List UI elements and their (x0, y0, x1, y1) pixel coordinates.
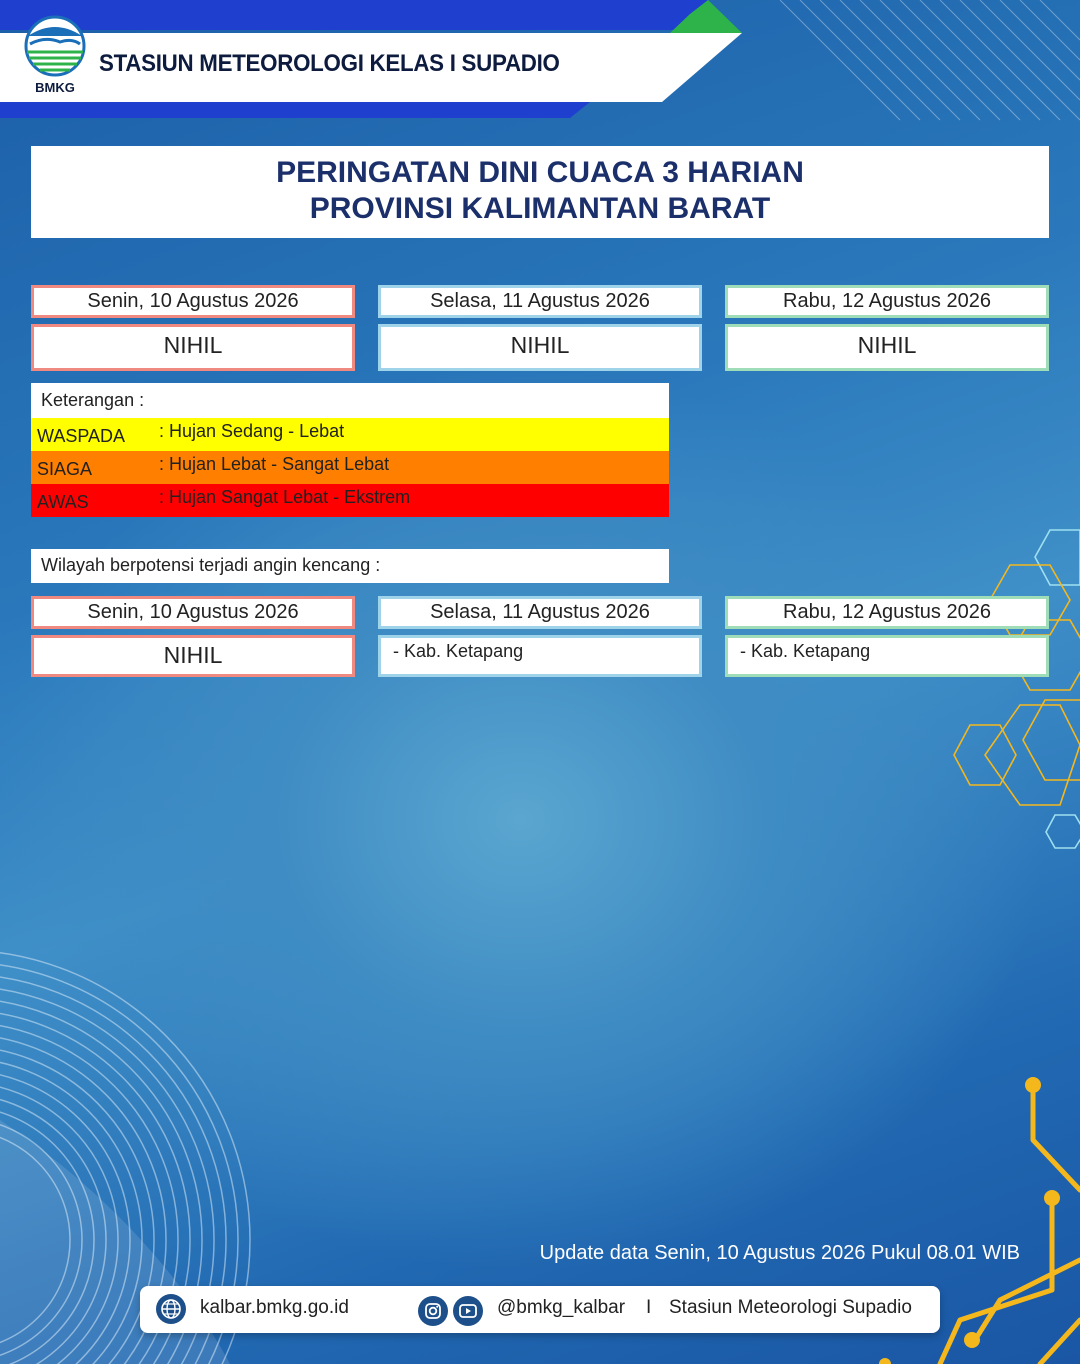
rain-day1-value-box (31, 324, 355, 371)
footer-separator: I (646, 1297, 652, 1318)
legend-row-siaga (31, 451, 669, 484)
legend-row-waspada (31, 418, 669, 451)
wind-day3-region: - Kab. Ketapang (740, 641, 871, 661)
bmkg-logo (20, 14, 90, 96)
legend-level: WASPADA (37, 426, 126, 446)
page-title: PERINGATAN DINI CUACA 3 HARIAN (276, 156, 804, 189)
rain-day2-value-box (378, 324, 702, 371)
wind-day3-date: Rabu, 12 Agustus 2026 (783, 601, 991, 623)
rain-day2-date-box (378, 285, 702, 318)
wind-day2-date: Selasa, 11 Agustus 2026 (430, 601, 650, 623)
wind-day3-value-box (725, 635, 1049, 677)
wind-day1-date-box (31, 596, 355, 629)
wind-day2-region: - Kab. Ketapang (393, 641, 524, 661)
wind-day3-date-box (725, 596, 1049, 629)
rain-day3-value-box (725, 324, 1049, 371)
globe-icon (156, 1294, 186, 1324)
wind-section-label (31, 549, 669, 583)
title-box (31, 146, 1049, 238)
legend-desc: : Hujan Sangat Lebat - Ekstrem (159, 487, 411, 507)
youtube-icon[interactable] (453, 1296, 483, 1326)
rain-day3-date: Rabu, 12 Agustus 2026 (783, 290, 991, 312)
legend (31, 383, 669, 517)
wind-day2-date-box (378, 596, 702, 629)
update-timestamp: Update data Senin, 10 Agustus 2026 Pukul 08.01 WIB (539, 1242, 1020, 1264)
instagram-icon[interactable] (418, 1296, 448, 1326)
wind-day1-value: NIHIL (163, 642, 223, 668)
legend-row-awas (31, 484, 669, 517)
rain-day2-value: NIHIL (510, 332, 570, 358)
wind-day1-value-box (31, 635, 355, 677)
rain-day3-value: NIHIL (857, 332, 917, 358)
rain-day1-value: NIHIL (163, 332, 223, 358)
wind-day2-value-box (378, 635, 702, 677)
rain-day2-date: Selasa, 11 Agustus 2026 (430, 290, 650, 312)
wind-day1-date: Senin, 10 Agustus 2026 (87, 601, 299, 623)
footer-bar (140, 1286, 940, 1333)
station-name: Stasiun Meteorologi Supadio (669, 1297, 912, 1318)
page-subtitle: PROVINSI KALIMANTAN BARAT (309, 192, 771, 225)
rain-day1-date-box (31, 285, 355, 318)
social-handle[interactable]: @bmkg_kalbar (497, 1297, 626, 1318)
rain-day1-date: Senin, 10 Agustus 2026 (87, 290, 299, 312)
legend-level: SIAGA (37, 459, 93, 479)
logo-text: BMKG (35, 80, 75, 95)
org-name: STASIUN METEOROLOGI KELAS I SUPADIO (99, 50, 560, 77)
website-link[interactable]: kalbar.bmkg.go.id (200, 1297, 349, 1318)
wind-label-text: Wilayah berpotensi terjadi angin kencang : (41, 555, 381, 575)
legend-desc: : Hujan Lebat - Sangat Lebat (159, 454, 390, 474)
rain-day3-date-box (725, 285, 1049, 318)
legend-desc: : Hujan Sedang - Lebat (159, 421, 345, 441)
legend-title: Keterangan : (41, 390, 145, 410)
legend-level: AWAS (37, 492, 89, 512)
